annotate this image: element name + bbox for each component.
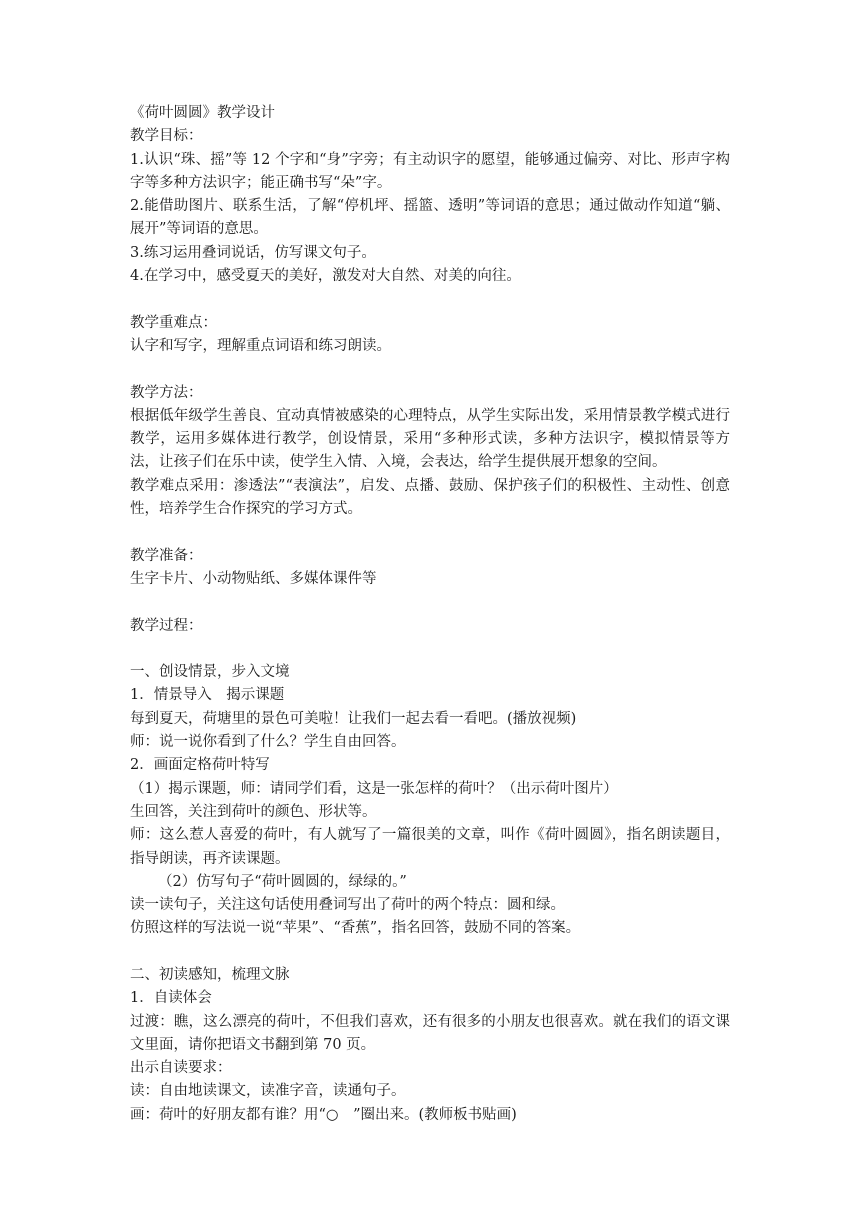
step-title: 1．自读体会 bbox=[130, 990, 212, 1007]
methods-paragraph: 教学难点采用：渗透法”“表演法”，启发、点播、鼓励、保护孩子们的积极性、主动性、创意性，培养学生合作探究的学习方式。 bbox=[130, 477, 730, 518]
spacer bbox=[130, 358, 730, 381]
spacer bbox=[130, 591, 730, 614]
spacer bbox=[130, 941, 730, 964]
spacer bbox=[130, 521, 730, 544]
objectives-heading: 教学目标： bbox=[130, 128, 203, 145]
section-title: 一、创设情景，步入文境 bbox=[130, 664, 290, 681]
section-title: 二、初读感知，梳理文脉 bbox=[130, 966, 290, 983]
paragraph-line: 师：说一说你看到了什么？学生自由回答。 bbox=[130, 734, 406, 751]
objective-item: 3.练习运用叠词说话，仿写课文句子。 bbox=[130, 244, 376, 261]
objective-item: 1.认识“珠、摇”等 12 个字和“身”字旁；有主动识字的愿望，能够通过偏旁、对比、形声字构字等多种方法识字；能正确书写“朵”字。 bbox=[130, 151, 730, 191]
spacer bbox=[130, 638, 730, 661]
paragraph-line: 过渡：瞧，这么漂亮的荷叶，不但我们喜欢，还有很多的小朋友也很喜欢。就在我们的语文课文里面，请你把语文书翻到第 70 页。 bbox=[130, 1013, 730, 1053]
paragraph-line: 每到夏天，荷塘里的景色可美啦！让我们一起去看一看吧。(播放视频) bbox=[130, 710, 577, 727]
paragraph-line: 生回答，关注到荷叶的颜色、形状等。 bbox=[130, 803, 377, 820]
paragraph-line: 读：自由地读课文，读准字音，读通句子。 bbox=[130, 1083, 406, 1100]
methods-heading: 教学方法： bbox=[130, 384, 203, 401]
key-points-text: 认字和写字，理解重点词语和练习朗读。 bbox=[130, 337, 391, 354]
paragraph-line: 读一读句子，关注这句话使用叠词写出了荷叶的两个特点：圆和绿。 bbox=[130, 897, 565, 914]
spacer bbox=[130, 288, 730, 311]
key-points-heading: 教学重难点： bbox=[130, 314, 217, 331]
methods-paragraph: 根据低年级学生善良、宜动真情被感染的心理特点，从学生实际出发，采用情景教学模式进行教学，运用多媒体进行教学，创设情景，采用“多种形式读，多种方法识字，模拟情景等方法，让孩子们在乐中读，使学生入情、入境，会表达，给学生提供展开想象的空间。 bbox=[130, 407, 730, 471]
document-page bbox=[130, 102, 730, 1127]
paragraph-line: 师：这么惹人喜爱的荷叶，有人就写了一篇很美的文章，叫作《荷叶圆圆》，指名朗读题目，指导朗读，再齐读课题。 bbox=[130, 827, 730, 867]
document-title: 《荷叶圆圆》教学设计 bbox=[130, 105, 275, 121]
objective-item: 2.能借助图片、联系生活，了解“停机坪、摇篮、透明”等词语的意思；通过做动作知道“躺、展开”等词语的意思。 bbox=[130, 198, 730, 238]
step-title: 2．画面定格荷叶特写 bbox=[130, 757, 270, 774]
objective-item: 4.在学习中，感受夏天的美好，激发对大自然、对美的向往。 bbox=[130, 268, 521, 285]
preparation-heading: 教学准备： bbox=[130, 547, 203, 564]
preparation-text: 生字卡片、小动物贴纸、多媒体课件等 bbox=[130, 570, 377, 587]
paragraph-line: 画：荷叶的好朋友都有谁？用“○ ”圈出来。(教师板书贴画) bbox=[130, 1106, 517, 1123]
process-heading: 教学过程： bbox=[130, 617, 203, 634]
sub-step: （1）揭示课题，师：请同学们看，这是一张怎样的荷叶？（出示荷叶图片） bbox=[130, 780, 618, 797]
paragraph-line: 出示自读要求： bbox=[130, 1060, 232, 1077]
step-title: 1．情景导入 揭示课题 bbox=[130, 687, 285, 704]
paragraph-line: 仿照这样的写法说一说“苹果”、“香蕉”，指名回答，鼓励不同的答案。 bbox=[130, 920, 581, 937]
sub-step: （2）仿写句子“荷叶圆圆的，绿绿的。” bbox=[158, 873, 407, 890]
